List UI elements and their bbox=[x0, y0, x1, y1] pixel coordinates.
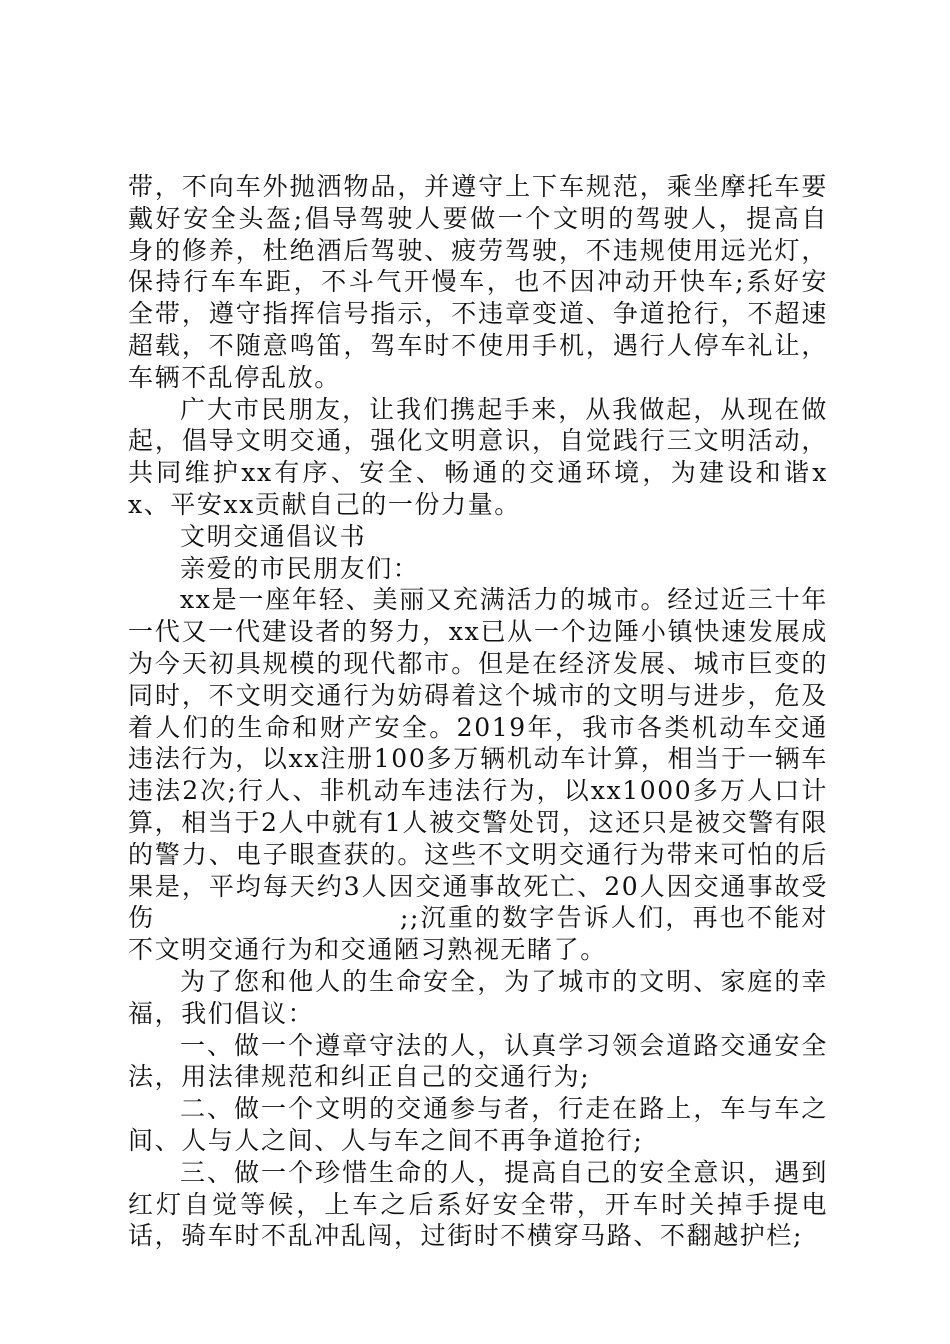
document-body bbox=[128, 171, 828, 1252]
salutation: 亲爱的市民朋友们： bbox=[180, 553, 420, 583]
proposal-item-1: 一、做一个遵章守法的人，认真学习领会道路交通安全法，用法律规范和纠正自己的交通行为; bbox=[128, 1030, 828, 1092]
proposal-item-2: 二、做一个文明的交通参与者，行走在路上，车与车之间、人与人之间、人与车之间不再争道抢行; bbox=[128, 1094, 828, 1155]
paragraph-proposal-intro: 为了您和他人的生命安全，为了城市的文明、家庭的幸福，我们倡议： bbox=[128, 966, 828, 1028]
paragraph-call-to-action: 广大市民朋友，让我们携起手来，从我做起，从现在做起，倡导文明交通，强化文明意识，自觉践行三文明活动，共同维护xx有序、安全、畅通的交通环境，为建设和谐xx、平安xx贡献自己的一份力量。 bbox=[128, 394, 828, 519]
document-title: 文明交通倡议书 bbox=[180, 521, 367, 551]
proposal-item-3: 三、做一个珍惜生命的人，提高自己的安全意识，遇到红灯自觉等候，上车之后系好安全带，开车时关掉手提电话，骑车时不乱冲乱闯，过街时不横穿马路、不翻越护栏; bbox=[128, 1157, 828, 1251]
paragraph-city-background: xx是一座年轻、美丽又充满活力的城市。经过近三十年一代又一代建设者的努力，xx已从一个边陲小镇快速发展成为今天初具规模的现代都市。但是在经济发展、城市巨变的同时，不文明交通行为妨碍着这个城市的文明与进步，危及着人们的生命和财产安全。2019年，我市各类机动车交通违法行为，以xx注册100多万辆机动车计算，相当于一辆车违法2次;行人、非机动车违法行为，以xx1000多万人口计算，相当于2人中就有1人被交警处罚，这还只是被交警有限的警力、电子眼查获的。这些不文明交通行为带来可怕的后果是，平均每天约3人因交通事故死亡、20人因交通事故受伤 ;;沉重的数字告诉人们，再也不能对不文明交通行为和交通陋习熟视无睹了。 bbox=[128, 585, 829, 965]
paragraph-driver-conduct: 带，不向车外抛洒物品，并遵守上下车规范，乘坐摩托车要戴好安全头盔;倡导驾驶人要做一个文明的驾驶人，提高自身的修养，杜绝酒后驾驶、疲劳驾驶，不违规使用远光灯，保持行车车距，不斗气开慢车，也不因冲动开快车;系好安全带，遵守指挥信号指示，不违章变道、争道抢行，不超速超载，不随意鸣笛，驾车时不使用手机，遇行人停车礼让，车辆不乱停乱放。 bbox=[128, 172, 828, 392]
